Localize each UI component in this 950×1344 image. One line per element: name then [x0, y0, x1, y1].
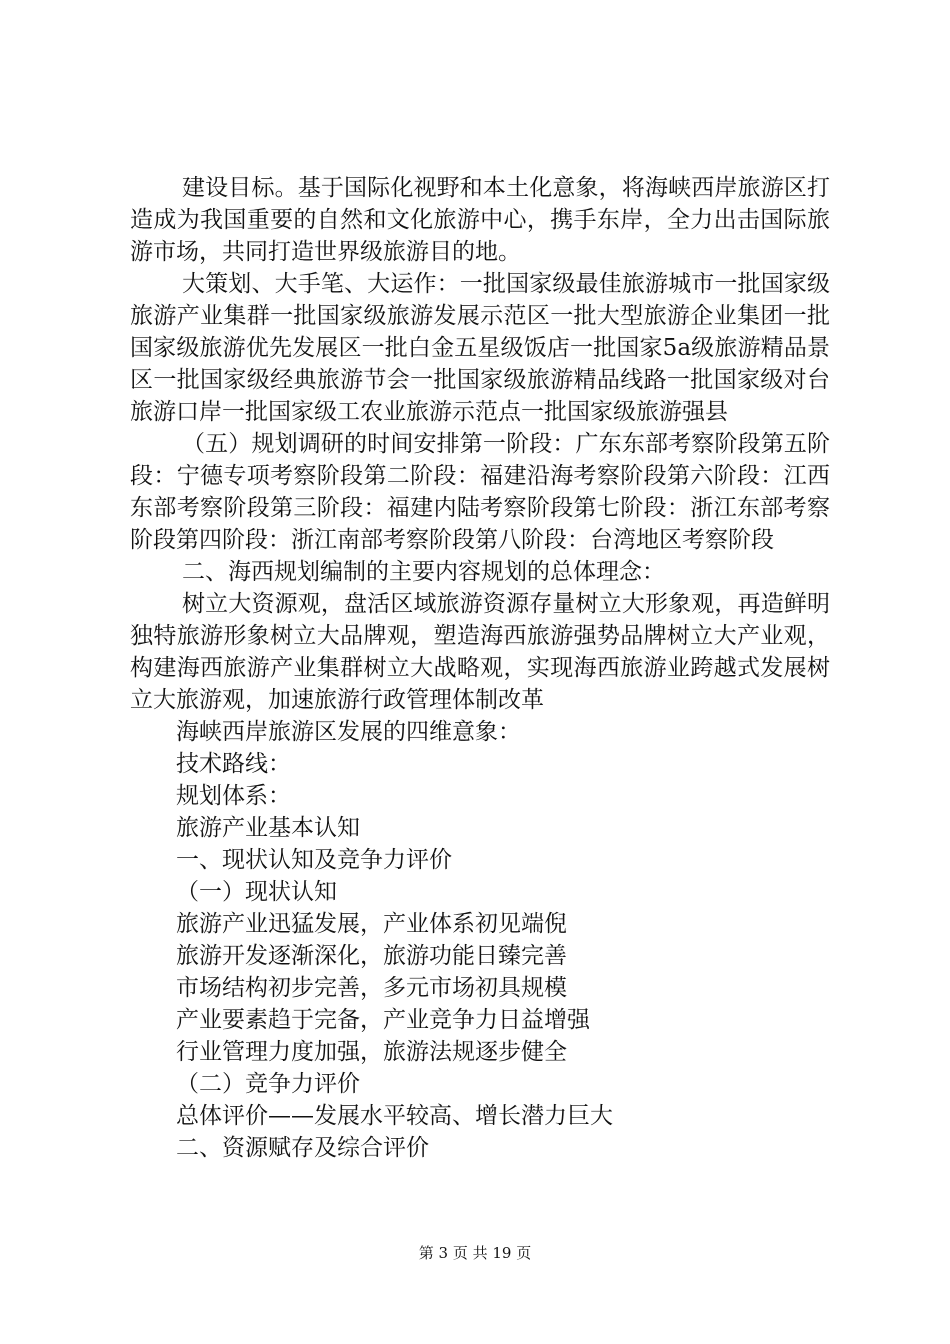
heading-status-competitiveness: 一、现状认知及竞争力评价 — [176, 847, 452, 873]
list-item: 市场结构初步完善，多元市场初具规模 — [176, 975, 567, 1001]
paragraph-research-schedule: （五）规划调研的时间安排第一阶段：广东东部考察阶段第五阶段：宁德专项考察阶段第二阶段：福建沿海考察阶段第六阶段：江西东部考察阶段第三阶段：福建内陆考察阶段第七阶段：浙江东部考察阶段第四阶段：浙江南部考察阶段第八阶段：台湾地区考察阶段 — [130, 431, 830, 553]
heading-competitiveness-evaluation: （二）竞争力评价 — [176, 1071, 360, 1097]
paragraph-big-planning: 大策划、大手笔、大运作：一批国家级最佳旅游城市一批国家级旅游产业集群一批国家级旅游发展示范区一批大型旅游企业集团一批国家级旅游优先发展区一批白金五星级饭店一批国家5a级旅游精品景区一批国家级经典旅游节会一批国家级旅游精品线路一批国家级对台旅游口岸一批国家级工农业旅游示范点一批国家级旅游强县 — [130, 271, 830, 425]
heading-status-cognition: （一）现状认知 — [176, 879, 337, 905]
page-footer: 第 3 页 共 19 页 — [418, 1244, 532, 1262]
paragraph-overall-concepts: 树立大资源观，盘活区域旅游资源存量树立大形象观，再造鲜明独特旅游形象树立大品牌观，塑造海西旅游强势品牌树立大产业观，构建海西旅游产业集群树立大战略观，实现海西旅游业跨越式发展树立大旅游观，加速旅游行政管理体制改革 — [130, 591, 830, 713]
list-item: 旅游开发逐渐深化，旅游功能日臻完善 — [176, 943, 567, 969]
heading-resource-evaluation: 二、资源赋存及综合评价 — [176, 1135, 429, 1161]
line-four-dimensions: 海峡西岸旅游区发展的四维意象： — [176, 719, 521, 745]
list-item: 行业管理力度加强，旅游法规逐步健全 — [176, 1039, 567, 1065]
document-body — [130, 172, 830, 1164]
paragraph-construction-goal: 建设目标。基于国际化视野和本土化意象，将海峡西岸旅游区打造成为我国重要的自然和文化旅游中心，携手东岸，全力出击国际旅游市场，共同打造世界级旅游目的地。 — [130, 175, 830, 265]
line-basic-cognition: 旅游产业基本认知 — [176, 815, 360, 841]
list-item: 产业要素趋于完备，产业竞争力日益增强 — [176, 1007, 590, 1033]
heading-main-content: 二、海西规划编制的主要内容规划的总体理念： — [182, 559, 665, 585]
line-overall-evaluation: 总体评价——发展水平较高、增长潜力巨大 — [176, 1103, 613, 1129]
list-item: 旅游产业迅猛发展，产业体系初见端倪 — [176, 911, 567, 937]
line-planning-system: 规划体系： — [176, 783, 291, 809]
line-technical-route: 技术路线： — [176, 751, 291, 777]
